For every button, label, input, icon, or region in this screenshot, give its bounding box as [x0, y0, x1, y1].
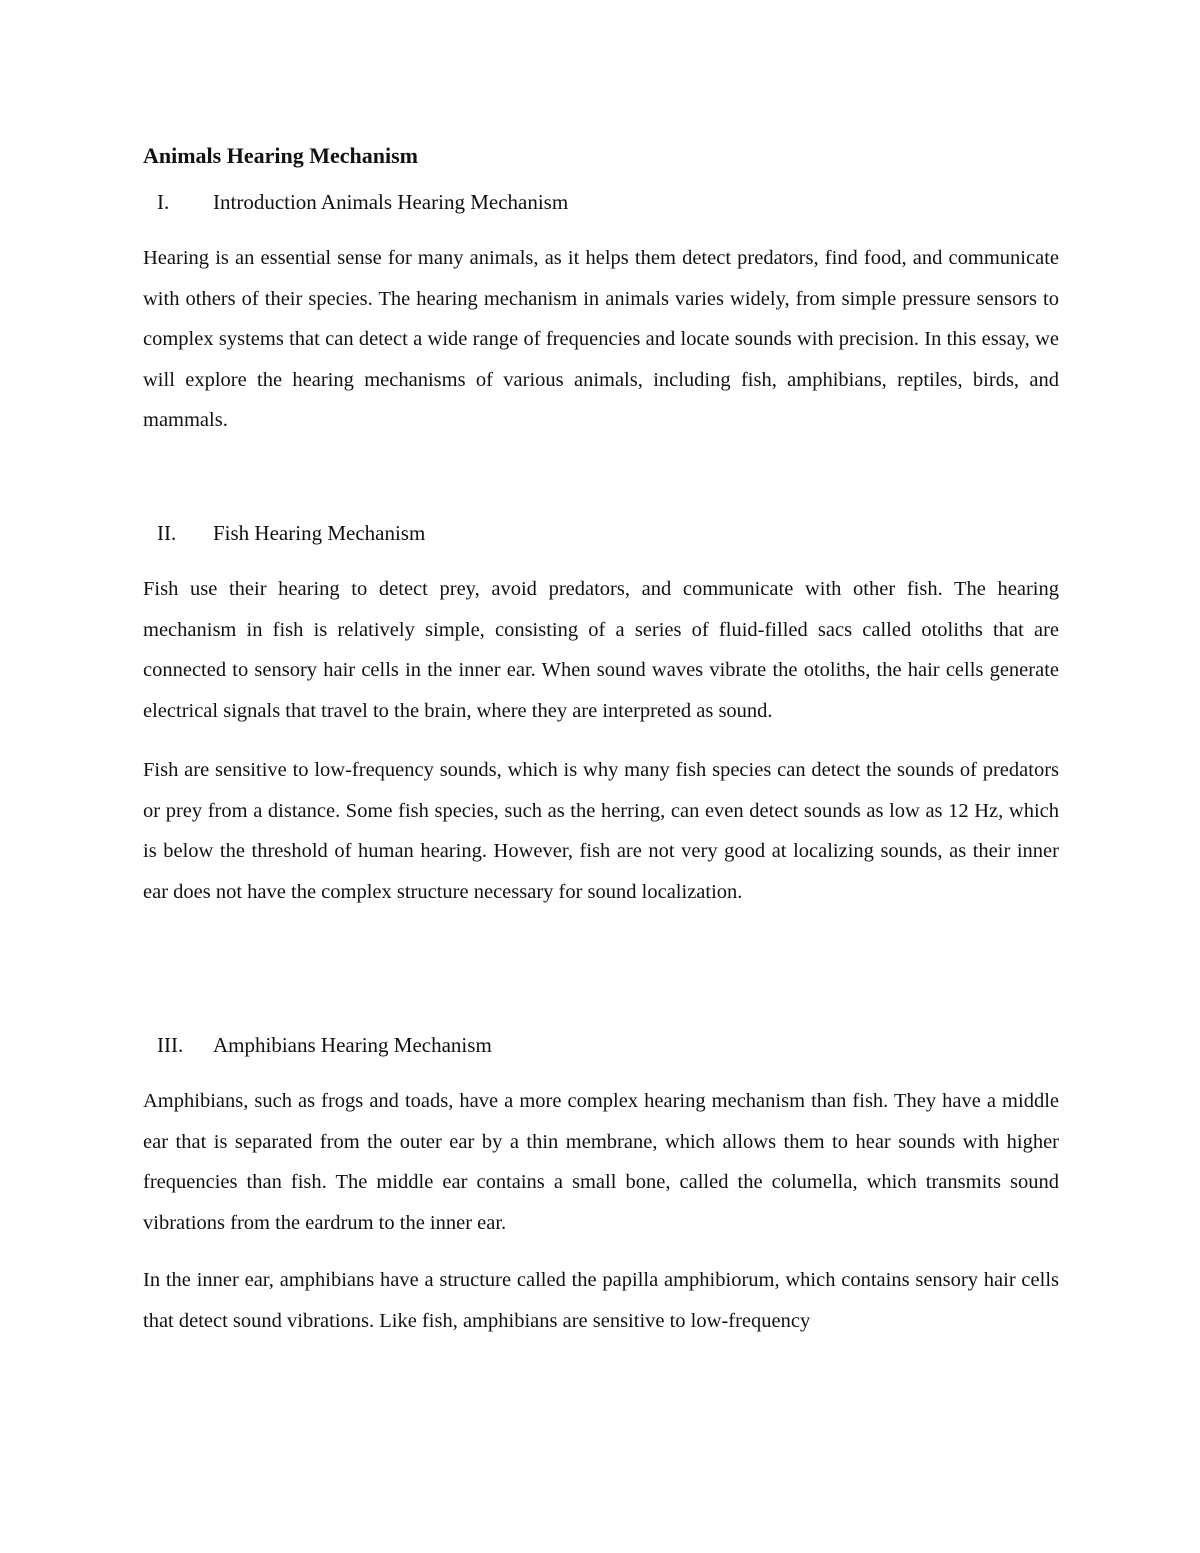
section-heading-text: Fish Hearing Mechanism: [213, 521, 426, 545]
section-heading-amphibians: [143, 1029, 1043, 1061]
paragraph: Hearing is an essential sense for many animals, as it helps them detect predators, find food, and communicate with others of their species. The hearing mechanism in animals varies widely, from simple pressure sensors to complex systems that can detect a wide range of frequencies and locate sounds with precision. In this essay, we will explore the hearing mechanisms of various animals, including fish, amphibians, reptiles, birds, and mammals.: [143, 247, 1059, 432]
section-numeral: II.: [157, 521, 177, 545]
section-heading-text: Amphibians Hearing Mechanism: [213, 1033, 492, 1057]
section-heading-fish: [143, 517, 1043, 549]
section-heading-introduction: [143, 186, 1043, 218]
section-numeral: III.: [157, 1033, 184, 1057]
paragraph: Fish are sensitive to low-frequency sounds, which is why many fish species can detect the sounds of predators or prey from a distance. Some fish species, such as the herring, can even detect sounds as low as 12 Hz, which is below the threshold of human hearing. However, fish are not very good at localizing sounds, as their inner ear does not have the complex structure necessary for sound localization.: [143, 759, 1059, 903]
section-numeral: I.: [157, 190, 170, 214]
paragraph: In the inner ear, amphibians have a structure called the papilla amphibiorum, which contains sensory hair cells that detect sound vibrations. Like fish, amphibians are sensitive to low-frequency: [143, 1269, 1059, 1332]
document-title: Animals Hearing Mechanism: [143, 143, 418, 168]
paragraph: Amphibians, such as frogs and toads, have a more complex hearing mechanism than fish. They have a middle ear that is separated from the outer ear by a thin membrane, which allows them to hear sounds with higher frequencies than fish. The middle ear contains a small bone, called the columella, which transmits sound vibrations from the eardrum to the inner ear.: [143, 1090, 1059, 1234]
paragraph: Fish use their hearing to detect prey, avoid predators, and communicate with other fish. The hearing mechanism in fish is relatively simple, consisting of a series of fluid-filled sacs called otoliths that are connected to sensory hair cells in the inner ear. When sound waves vibrate the otoliths, the hair cells generate electrical signals that travel to the brain, where they are interpreted as sound.: [143, 578, 1059, 722]
section-heading-text: Introduction Animals Hearing Mechanism: [213, 190, 569, 214]
